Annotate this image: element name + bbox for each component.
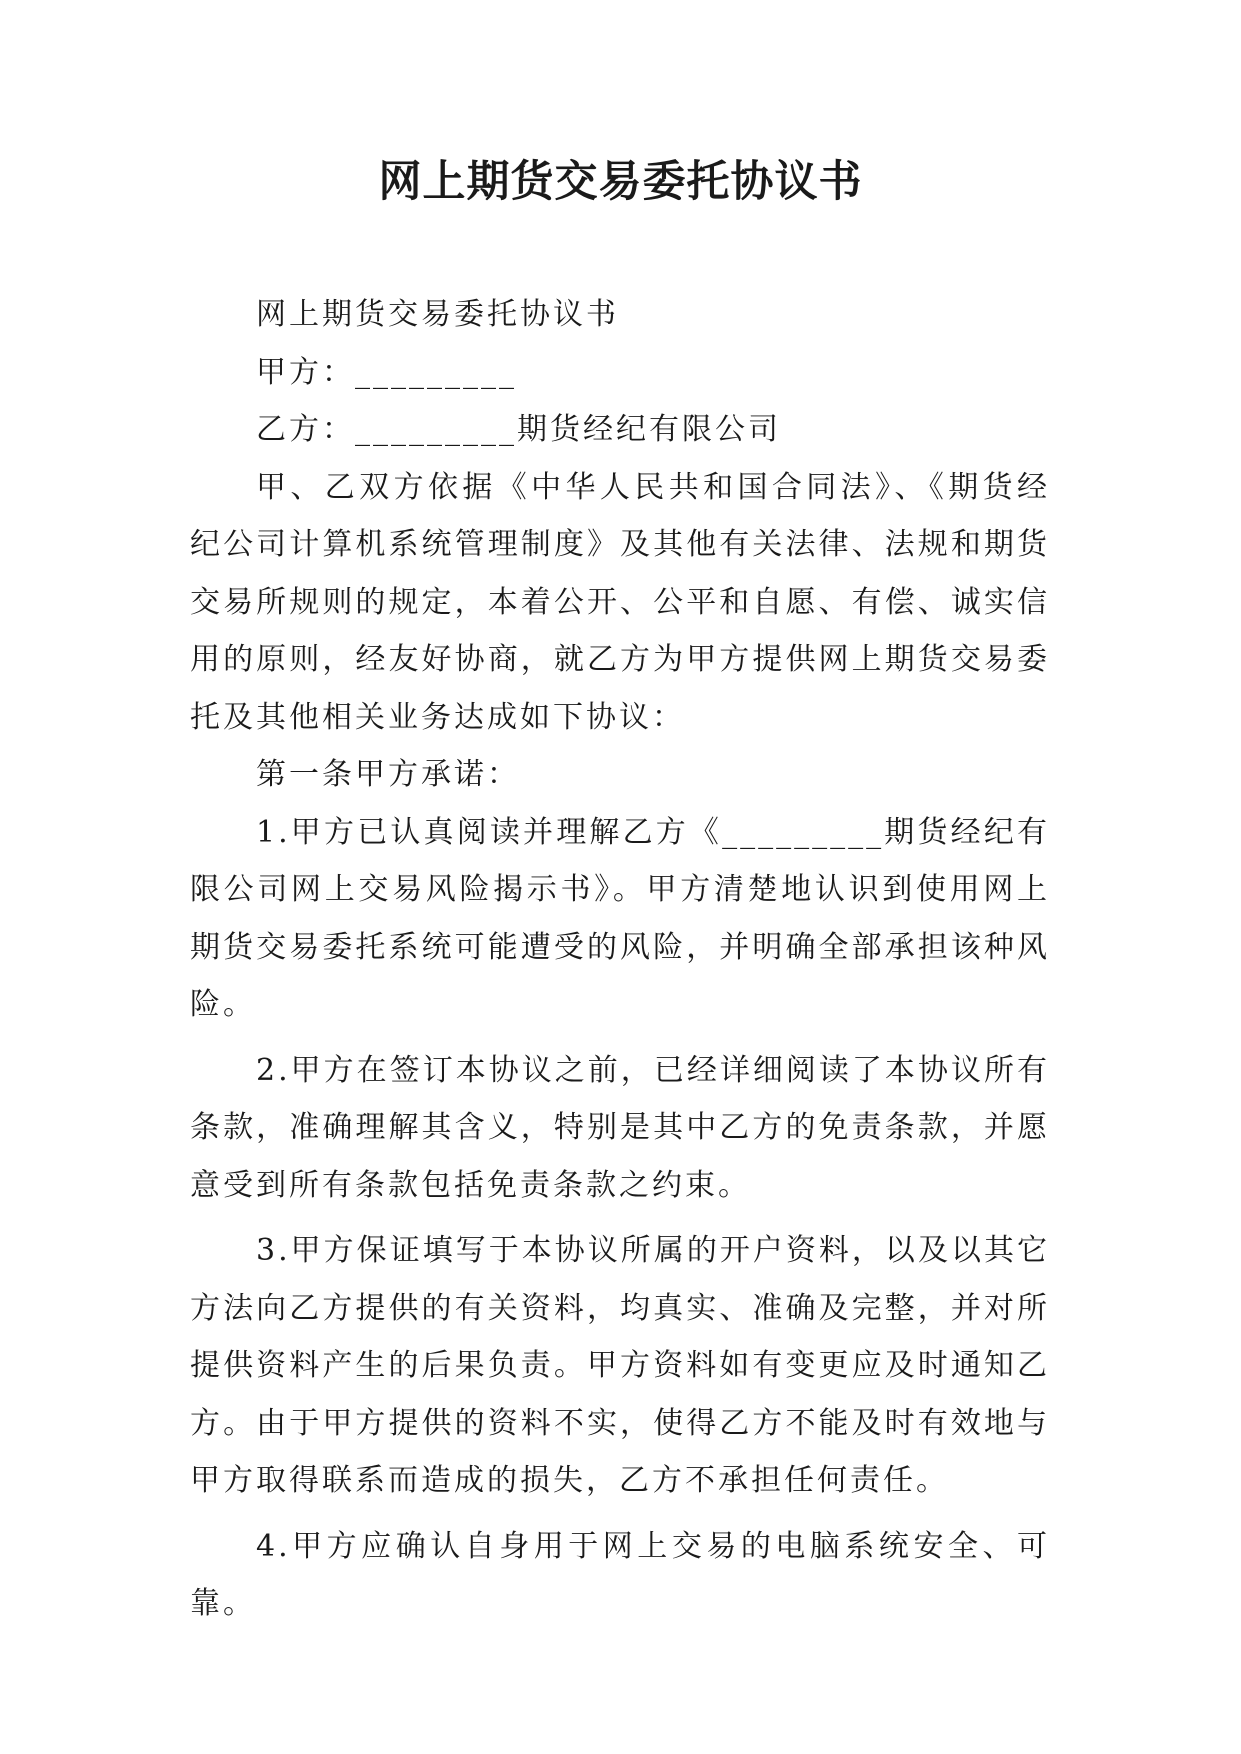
clause-1: 1.甲方已认真阅读并理解乙方《_________期货经纪有限公司网上交易风险揭示书》。甲方清楚地认识到使用网上期货交易委托系统可能遭受的风险，并明确全部承担该种风险。	[190, 814, 1050, 1022]
document-title: 网上期货交易委托协议书	[378, 157, 863, 207]
clause-3: 3.甲方保证填写于本协议所属的开户资料，以及以其它方法向乙方提供的有关资料，均真实、准确及完整，并对所提供资料产生的后果负责。甲方资料如有变更应及时通知乙方。由于甲方提供的资料不实，使得乙方不能及时有效地与甲方取得联系而造成的损失，乙方不承担任何责任。	[190, 1233, 1050, 1498]
party-b-line: 乙方：_________期货经纪有限公司	[256, 412, 781, 447]
article-one-heading: 第一条甲方承诺：	[256, 757, 520, 792]
document-body	[190, 286, 1050, 1633]
preamble-paragraph: 甲、乙双方依据《中华人民共和国合同法》、《期货经纪公司计算机系统管理制度》及其他有关法律、法规和期货交易所规则的规定，本着公开、公平和自愿、有偿、诚实信用的原则，经友好协商，就乙方为甲方提供网上期货交易委托及其他相关业务达成如下协议：	[190, 469, 1050, 735]
clause-4: 4.甲方应确认自身用于网上交易的电脑系统安全、可靠。	[190, 1528, 1050, 1621]
body-heading: 网上期货交易委托协议书	[256, 297, 619, 332]
party-a-line: 甲方：_________	[256, 354, 517, 390]
clause-2: 2.甲方在签订本协议之前，已经详细阅读了本协议所有条款，准确理解其含义，特别是其中乙方的免责条款，并愿意受到所有条款包括免责条款之约束。	[190, 1052, 1050, 1203]
